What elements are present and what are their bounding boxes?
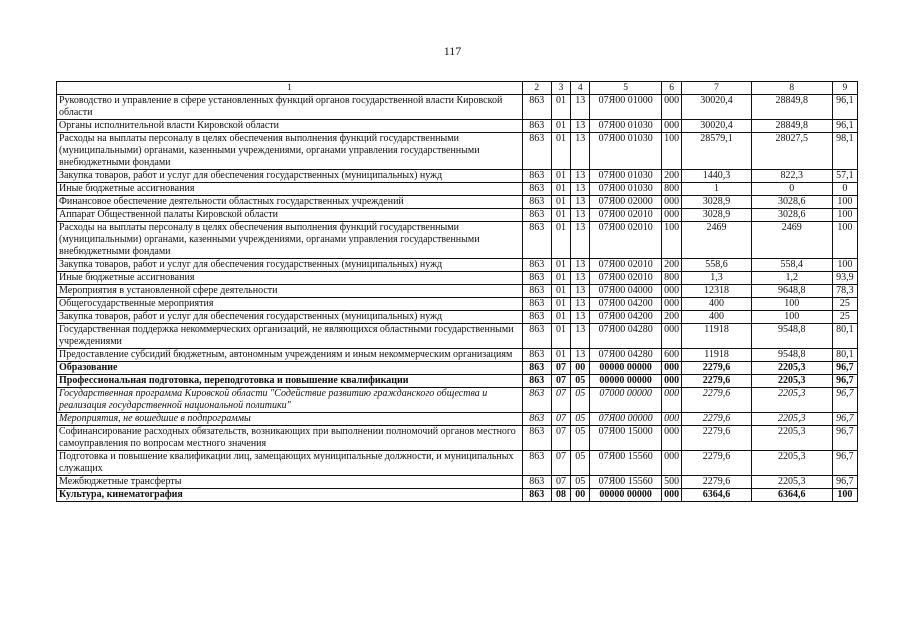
executed-cell: 9548,8 xyxy=(751,324,832,349)
subsection-cell: 13 xyxy=(571,222,590,259)
column-number-header: 8 xyxy=(751,82,832,95)
subsection-cell: 00 xyxy=(571,489,590,502)
planned-cell: 12318 xyxy=(682,285,752,298)
expense-type-cell: 000 xyxy=(662,95,682,120)
column-number-header: 2 xyxy=(522,82,551,95)
section-cell: 01 xyxy=(551,285,570,298)
table-row xyxy=(57,362,858,375)
planned-cell: 558,6 xyxy=(682,259,752,272)
target-article-cell: 07000 00000 xyxy=(590,388,662,413)
section-cell: 07 xyxy=(551,362,570,375)
section-cell: 01 xyxy=(551,183,570,196)
executed-cell: 2205,3 xyxy=(751,362,832,375)
percent-cell: 57,1 xyxy=(832,170,857,183)
expense-type-cell: 600 xyxy=(662,349,682,362)
section-cell: 01 xyxy=(551,120,570,133)
row-name-cell: Государственная поддержка некоммерческих организаций, не являющихся областными государственными учреждениями xyxy=(57,324,523,349)
executed-cell: 28027,5 xyxy=(751,133,832,170)
page-number: 117 xyxy=(443,44,462,58)
percent-cell: 100 xyxy=(832,209,857,222)
executed-cell: 3028,6 xyxy=(751,196,832,209)
percent-cell: 96,7 xyxy=(832,451,857,476)
table-row xyxy=(57,222,858,259)
admin-code-cell: 863 xyxy=(522,183,551,196)
executed-cell: 6364,6 xyxy=(751,489,832,502)
row-name-cell: Закупка товаров, работ и услуг для обеспечения государственных (муниципальных) нужд xyxy=(57,259,523,272)
target-article-cell: 00000 00000 xyxy=(590,375,662,388)
target-article-cell: 07Я00 01030 xyxy=(590,133,662,170)
row-name-cell: Мероприятия, не вошедшие в подпрограммы xyxy=(57,413,523,426)
section-cell: 07 xyxy=(551,413,570,426)
column-number-header: 9 xyxy=(832,82,857,95)
table-row xyxy=(57,259,858,272)
row-name-cell: Профессиональная подготовка, переподготовка и повышение квалификации xyxy=(57,375,523,388)
subsection-cell: 13 xyxy=(571,349,590,362)
expense-type-cell: 500 xyxy=(662,476,682,489)
expense-type-cell: 100 xyxy=(662,133,682,170)
admin-code-cell: 863 xyxy=(522,259,551,272)
planned-cell: 2279,6 xyxy=(682,388,752,413)
table-row xyxy=(57,476,858,489)
target-article-cell: 07Я00 02010 xyxy=(590,222,662,259)
percent-cell: 93,9 xyxy=(832,272,857,285)
column-number-header: 7 xyxy=(682,82,752,95)
executed-cell: 9648,8 xyxy=(751,285,832,298)
percent-cell: 96,7 xyxy=(832,375,857,388)
row-name-cell: Культура, кинематография xyxy=(57,489,523,502)
executed-cell: 822,3 xyxy=(751,170,832,183)
row-name-cell: Подготовка и повышение квалификации лиц, замещающих муниципальные должности, и муниципальных служащих xyxy=(57,451,523,476)
row-name-cell: Иные бюджетные ассигнования xyxy=(57,183,523,196)
subsection-cell: 13 xyxy=(571,259,590,272)
target-article-cell: 07Я00 04200 xyxy=(590,311,662,324)
executed-cell: 558,4 xyxy=(751,259,832,272)
planned-cell: 30020,4 xyxy=(682,95,752,120)
table-row xyxy=(57,375,858,388)
row-name-cell: Государственная программа Кировской области "Содействие развитию гражданского общества и реализация государственной национальной политики" xyxy=(57,388,523,413)
column-number-header: 4 xyxy=(571,82,590,95)
percent-cell: 96,7 xyxy=(832,426,857,451)
target-article-cell: 07Я00 02010 xyxy=(590,209,662,222)
target-article-cell: 07Я00 04280 xyxy=(590,349,662,362)
row-name-cell: Органы исполнительной власти Кировской области xyxy=(57,120,523,133)
percent-cell: 0 xyxy=(832,183,857,196)
column-number-row xyxy=(57,82,858,95)
table-row xyxy=(57,451,858,476)
executed-cell: 3028,6 xyxy=(751,209,832,222)
section-cell: 01 xyxy=(551,196,570,209)
percent-cell: 98,1 xyxy=(832,133,857,170)
section-cell: 01 xyxy=(551,311,570,324)
admin-code-cell: 863 xyxy=(522,388,551,413)
section-cell: 07 xyxy=(551,375,570,388)
percent-cell: 96,1 xyxy=(832,120,857,133)
table-row xyxy=(57,388,858,413)
section-cell: 01 xyxy=(551,259,570,272)
expense-type-cell: 000 xyxy=(662,120,682,133)
section-cell: 01 xyxy=(551,324,570,349)
target-article-cell: 07Я00 02010 xyxy=(590,259,662,272)
admin-code-cell: 863 xyxy=(522,489,551,502)
table-row xyxy=(57,324,858,349)
section-cell: 07 xyxy=(551,388,570,413)
table-row xyxy=(57,120,858,133)
executed-cell: 2205,3 xyxy=(751,451,832,476)
section-cell: 01 xyxy=(551,209,570,222)
subsection-cell: 13 xyxy=(571,324,590,349)
expense-type-cell: 800 xyxy=(662,272,682,285)
column-number-header: 6 xyxy=(662,82,682,95)
expense-type-cell: 000 xyxy=(662,285,682,298)
planned-cell: 400 xyxy=(682,298,752,311)
percent-cell: 100 xyxy=(832,222,857,259)
executed-cell: 28849,8 xyxy=(751,120,832,133)
planned-cell: 2279,6 xyxy=(682,413,752,426)
target-article-cell: 07Я00 15000 xyxy=(590,426,662,451)
table-row xyxy=(57,285,858,298)
percent-cell: 25 xyxy=(832,298,857,311)
target-article-cell: 07Я00 02000 xyxy=(590,196,662,209)
row-name-cell: Предоставление субсидий бюджетным, автономным учреждениям и иным некоммерческим организациям xyxy=(57,349,523,362)
admin-code-cell: 863 xyxy=(522,311,551,324)
executed-cell: 28849,8 xyxy=(751,95,832,120)
percent-cell: 96,7 xyxy=(832,362,857,375)
percent-cell: 25 xyxy=(832,311,857,324)
percent-cell: 80,1 xyxy=(832,324,857,349)
row-name-cell: Образование xyxy=(57,362,523,375)
planned-cell: 1,3 xyxy=(682,272,752,285)
executed-cell: 9548,8 xyxy=(751,349,832,362)
subsection-cell: 13 xyxy=(571,183,590,196)
planned-cell: 2279,6 xyxy=(682,362,752,375)
table-row xyxy=(57,272,858,285)
table-row xyxy=(57,349,858,362)
column-number-header: 5 xyxy=(590,82,662,95)
expense-type-cell: 000 xyxy=(662,413,682,426)
subsection-cell: 13 xyxy=(571,133,590,170)
section-cell: 07 xyxy=(551,451,570,476)
admin-code-cell: 863 xyxy=(522,451,551,476)
row-name-cell: Межбюджетные трансферты xyxy=(57,476,523,489)
admin-code-cell: 863 xyxy=(522,133,551,170)
section-cell: 07 xyxy=(551,476,570,489)
planned-cell: 400 xyxy=(682,311,752,324)
section-cell: 01 xyxy=(551,170,570,183)
admin-code-cell: 863 xyxy=(522,375,551,388)
section-cell: 01 xyxy=(551,95,570,120)
planned-cell: 28579,1 xyxy=(682,133,752,170)
planned-cell: 6364,6 xyxy=(682,489,752,502)
expense-type-cell: 000 xyxy=(662,298,682,311)
percent-cell: 96,1 xyxy=(832,95,857,120)
admin-code-cell: 863 xyxy=(522,222,551,259)
column-number-header: 3 xyxy=(551,82,570,95)
executed-cell: 2205,3 xyxy=(751,375,832,388)
table-row xyxy=(57,170,858,183)
expense-type-cell: 200 xyxy=(662,170,682,183)
percent-cell: 96,7 xyxy=(832,413,857,426)
percent-cell: 100 xyxy=(832,259,857,272)
planned-cell: 11918 xyxy=(682,324,752,349)
table-row xyxy=(57,133,858,170)
row-name-cell: Общегосударственные мероприятия xyxy=(57,298,523,311)
planned-cell: 1440,3 xyxy=(682,170,752,183)
table-row xyxy=(57,489,858,502)
admin-code-cell: 863 xyxy=(522,413,551,426)
budget-table-container xyxy=(56,81,858,502)
row-name-cell: Руководство и управление в сфере установленных функций органов государственной власти Кировской области xyxy=(57,95,523,120)
percent-cell: 78,3 xyxy=(832,285,857,298)
row-name-cell: Финансовое обеспечение деятельности областных государственных учреждений xyxy=(57,196,523,209)
percent-cell: 96,7 xyxy=(832,476,857,489)
target-article-cell: 07Я00 01030 xyxy=(590,170,662,183)
table-row xyxy=(57,183,858,196)
target-article-cell: 07Я00 04280 xyxy=(590,324,662,349)
budget-table xyxy=(56,81,858,502)
executed-cell: 2205,3 xyxy=(751,388,832,413)
target-article-cell: 07Я00 01030 xyxy=(590,120,662,133)
executed-cell: 0 xyxy=(751,183,832,196)
admin-code-cell: 863 xyxy=(522,362,551,375)
expense-type-cell: 000 xyxy=(662,451,682,476)
table-row xyxy=(57,209,858,222)
subsection-cell: 13 xyxy=(571,120,590,133)
column-number-header: 1 xyxy=(57,82,523,95)
target-article-cell: 07Я00 01000 xyxy=(590,95,662,120)
section-cell: 01 xyxy=(551,298,570,311)
expense-type-cell: 100 xyxy=(662,222,682,259)
expense-type-cell: 800 xyxy=(662,183,682,196)
target-article-cell: 07Я00 04200 xyxy=(590,298,662,311)
subsection-cell: 13 xyxy=(571,170,590,183)
target-article-cell: 00000 00000 xyxy=(590,362,662,375)
subsection-cell: 13 xyxy=(571,285,590,298)
expense-type-cell: 200 xyxy=(662,259,682,272)
expense-type-cell: 000 xyxy=(662,375,682,388)
subsection-cell: 05 xyxy=(571,426,590,451)
subsection-cell: 13 xyxy=(571,272,590,285)
expense-type-cell: 000 xyxy=(662,324,682,349)
table-row xyxy=(57,413,858,426)
target-article-cell: 07Я00 04000 xyxy=(590,285,662,298)
executed-cell: 2469 xyxy=(751,222,832,259)
executed-cell: 1,2 xyxy=(751,272,832,285)
row-name-cell: Софинансирование расходных обязательств, возникающих при выполнении полномочий органов местного самоуправления по вопросам местного значения xyxy=(57,426,523,451)
admin-code-cell: 863 xyxy=(522,349,551,362)
row-name-cell: Иные бюджетные ассигнования xyxy=(57,272,523,285)
row-name-cell: Закупка товаров, работ и услуг для обеспечения государственных (муниципальных) нужд xyxy=(57,170,523,183)
target-article-cell: 07Я00 15560 xyxy=(590,451,662,476)
admin-code-cell: 863 xyxy=(522,209,551,222)
subsection-cell: 05 xyxy=(571,476,590,489)
executed-cell: 100 xyxy=(751,298,832,311)
percent-cell: 100 xyxy=(832,196,857,209)
admin-code-cell: 863 xyxy=(522,272,551,285)
executed-cell: 100 xyxy=(751,311,832,324)
subsection-cell: 05 xyxy=(571,451,590,476)
admin-code-cell: 863 xyxy=(522,120,551,133)
planned-cell: 2279,6 xyxy=(682,426,752,451)
section-cell: 07 xyxy=(551,426,570,451)
percent-cell: 96,7 xyxy=(832,388,857,413)
target-article-cell: 07Я00 15560 xyxy=(590,476,662,489)
planned-cell: 3028,9 xyxy=(682,209,752,222)
percent-cell: 100 xyxy=(832,489,857,502)
executed-cell: 2205,3 xyxy=(751,476,832,489)
table-row xyxy=(57,196,858,209)
section-cell: 01 xyxy=(551,272,570,285)
subsection-cell: 13 xyxy=(571,95,590,120)
admin-code-cell: 863 xyxy=(522,476,551,489)
expense-type-cell: 000 xyxy=(662,362,682,375)
subsection-cell: 00 xyxy=(571,362,590,375)
target-article-cell: 00000 00000 xyxy=(590,489,662,502)
row-name-cell: Расходы на выплаты персоналу в целях обеспечения выполнения функций государственными (муниципальными) органами, казенными учреждениями, органами управления государственными внебюджетными фондами xyxy=(57,133,523,170)
planned-cell: 3028,9 xyxy=(682,196,752,209)
percent-cell: 80,1 xyxy=(832,349,857,362)
section-cell: 01 xyxy=(551,133,570,170)
target-article-cell: 07Я00 02010 xyxy=(590,272,662,285)
expense-type-cell: 000 xyxy=(662,388,682,413)
admin-code-cell: 863 xyxy=(522,298,551,311)
planned-cell: 2279,6 xyxy=(682,476,752,489)
section-cell: 08 xyxy=(551,489,570,502)
executed-cell: 2205,3 xyxy=(751,413,832,426)
subsection-cell: 05 xyxy=(571,375,590,388)
subsection-cell: 13 xyxy=(571,209,590,222)
planned-cell: 1 xyxy=(682,183,752,196)
expense-type-cell: 000 xyxy=(662,196,682,209)
executed-cell: 2205,3 xyxy=(751,426,832,451)
admin-code-cell: 863 xyxy=(522,324,551,349)
subsection-cell: 05 xyxy=(571,413,590,426)
planned-cell: 2469 xyxy=(682,222,752,259)
row-name-cell: Аппарат Общественной палаты Кировской области xyxy=(57,209,523,222)
admin-code-cell: 863 xyxy=(522,170,551,183)
expense-type-cell: 000 xyxy=(662,489,682,502)
section-cell: 01 xyxy=(551,349,570,362)
expense-type-cell: 200 xyxy=(662,311,682,324)
row-name-cell: Закупка товаров, работ и услуг для обеспечения государственных (муниципальных) нужд xyxy=(57,311,523,324)
admin-code-cell: 863 xyxy=(522,285,551,298)
admin-code-cell: 863 xyxy=(522,95,551,120)
admin-code-cell: 863 xyxy=(522,426,551,451)
table-row xyxy=(57,95,858,120)
subsection-cell: 13 xyxy=(571,311,590,324)
planned-cell: 2279,6 xyxy=(682,451,752,476)
section-cell: 01 xyxy=(551,222,570,259)
table-row xyxy=(57,426,858,451)
subsection-cell: 13 xyxy=(571,298,590,311)
subsection-cell: 05 xyxy=(571,388,590,413)
row-name-cell: Мероприятия в установленной сфере деятельности xyxy=(57,285,523,298)
row-name-cell: Расходы на выплаты персоналу в целях обеспечения выполнения функций государственными (муниципальными) органами, казенными учреждениями, органами управления государственными внебюджетными фондами xyxy=(57,222,523,259)
target-article-cell: 07Я00 01030 xyxy=(590,183,662,196)
target-article-cell: 07Я00 00000 xyxy=(590,413,662,426)
subsection-cell: 13 xyxy=(571,196,590,209)
planned-cell: 2279,6 xyxy=(682,375,752,388)
table-row xyxy=(57,298,858,311)
expense-type-cell: 000 xyxy=(662,426,682,451)
planned-cell: 11918 xyxy=(682,349,752,362)
table-row xyxy=(57,311,858,324)
admin-code-cell: 863 xyxy=(522,196,551,209)
table-body xyxy=(57,95,858,502)
expense-type-cell: 000 xyxy=(662,209,682,222)
planned-cell: 30020,4 xyxy=(682,120,752,133)
